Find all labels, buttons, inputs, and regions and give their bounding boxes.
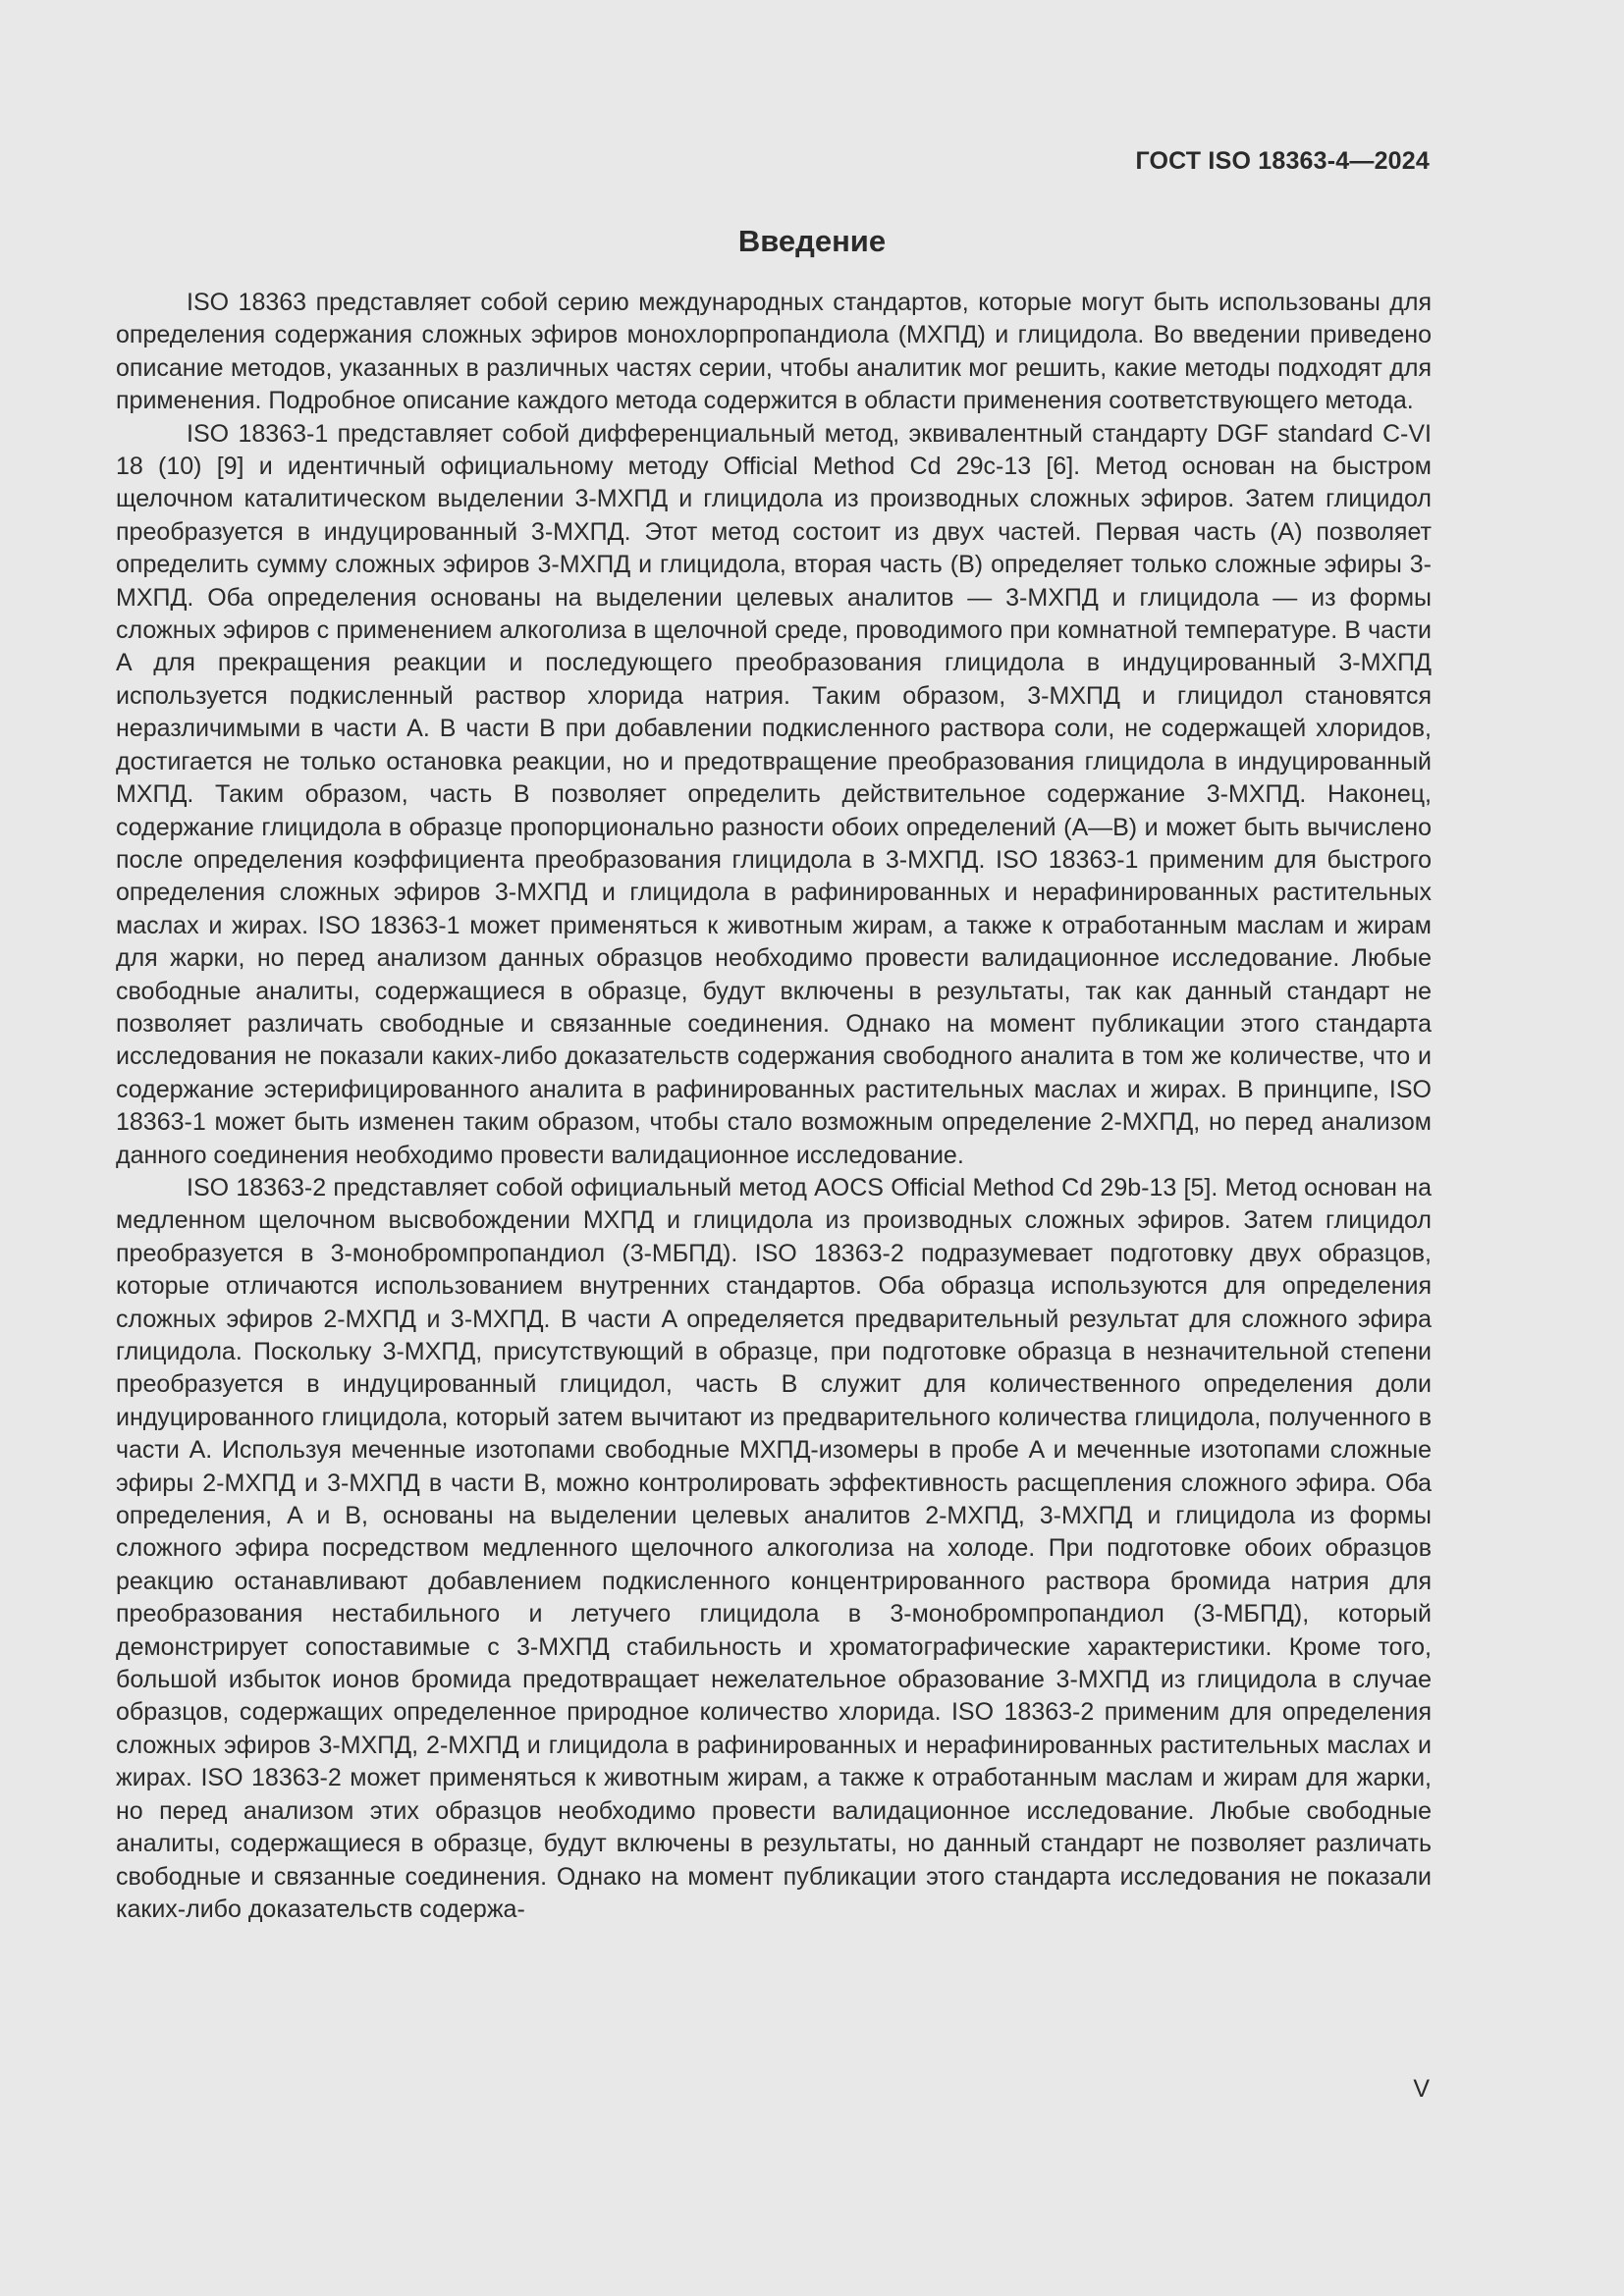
body-text: [116, 287, 1432, 1926]
section-title: Введение: [737, 224, 887, 258]
paragraph-part-2: ISO 18363-2 представляет собой официальный метод AOCS Official Method Cd 29b-13 [5]. Метод основан на медленном щелочном высвобождении МХПД и глицидола из производных сложных эфиров. Затем глицидол преобразуется в 3-монобромпропандиол (3-МБПД). ISO 18363-2 подразумевает подготовку двух образцов, которые отличаются использованием внутренних стандартов. Оба образца используются для определения сложных эфиров 2-МХПД и 3-МХПД. В части A определяется предварительный результат для сложного эфира глицидола. Поскольку 3-МХПД, присутствующий в образце, при подготовке образца в незначительной степени преобразуется в индуцированный глицидол, часть B служит для количественного определения доли индуцированного глицидола, который затем вычитают из предварительного количества глицидола, полученного в части A. Используя меченные изотопами свободные МХПД-изомеры в пробе A и меченные изотопами сложные эфиры 2-МХПД и 3-МХПД в части B, можно контролировать эффективность расщепления сложного эфира. Оба определения, A и B, основаны на выделении целевых аналитов 2-МХПД, 3-МХПД и глицидола из формы сложного эфира посредством медленного щелочного алкоголиза на холоде. При подготовке обоих образцов реакцию останавливают добавлением подкисленного концентрированного раствора бромида натрия для преобразования нестабильного и летучего глицидола в 3-монобромпропандиол (3-МБПД), который демонстрирует сопоставимые с 3-МХПД стабильность и хроматографические характеристики. Кроме того, большой избыток ионов бромида предотвращает нежелательное образование 3-МХПД из глицидола в случае образцов, содержащих определенное природное количество хлорида. ISO 18363-2 применим для определения сложных эфиров 3-МХПД, 2-МХПД и глицидола в рафинированных и нерафинированных растительных маслах и жирах. ISO 18363-2 может применяться к животным жирам, а также к отработанным маслам и жирам для жарки, но перед анализом этих образцов необходимо провести валидационное исследование. Любые свободные аналиты, содержащиеся в образце, будут включены в результаты, но данный стандарт не позволяет различать свободные и связанные соединения. Однако на момент публикации этого стандарта исследования не показали каких-либо доказательств содержа-: [116, 1173, 1432, 1923]
paragraph-intro: ISO 18363 представляет собой серию международных стандартов, которые могут быть использованы для определения содержания сложных эфиров монохлорпропандиола (МХПД) и глицидола. Во введении приведено описание методов, указанных в различных частях серии, чтобы аналитик мог решить, какие методы подходят для применения. Подробное описание каждого метода содержится в области применения соответствующего метода.: [116, 289, 1432, 415]
page-number: V: [1413, 2075, 1430, 2103]
standard-code-header: ГОСТ ISO 18363-4—2024: [1135, 147, 1430, 175]
paragraph-part-1: ISO 18363-1 представляет собой дифференциальный метод, эквивалентный стандарту DGF standard C-VI 18 (10) [9] и идентичный официальному методу Official Method Cd 29c-13 [6]. Метод основан на быстром щелочном каталитическом выделении 3-МХПД и глицидола из производных сложных эфиров. Затем глицидол преобразуется в индуцированный 3-МХПД. Этот метод состоит из двух частей. Первая часть (A) позволяет определить сумму сложных эфиров 3-МХПД и глицидола, вторая часть (B) определяет только сложные эфиры 3-МХПД. Оба определения основаны на выделении целевых аналитов — 3-МХПД и глицидола — из формы сложных эфиров с применением алкоголиза в щелочной среде, проводимого при комнатной температуре. В части A для прекращения реакции и последующего преобразования глицидола в индуцированный 3-МХПД используется подкисленный раствор хлорида натрия. Таким образом, 3-МХПД и глицидол становятся неразличимыми в части A. В части B при добавлении подкисленного раствора соли, не содержащей хлоридов, достигается не только остановка реакции, но и предотвращение преобразования глицидола в индуцированный МХПД. Таким образом, часть B позволяет определить действительное содержание 3-МХПД. Наконец, содержание глицидола в образце пропорционально разности обоих определений (A—B) и может быть вычислено после определения коэффициента преобразования глицидола в 3-МХПД. ISO 18363-1 применим для быстрого определения сложных эфиров 3-МХПД и глицидола в рафинированных и нерафинированных растительных маслах и жирах. ISO 18363-1 может применяться к животным жирам, а также к отработанным маслам и жирам для жарки, но перед анализом данных образцов необходимо провести валидационное исследование. Любые свободные аналиты, содержащиеся в образце, будут включены в результаты, так как данный стандарт не позволяет различать свободные и связанные соединения. Однако на момент публикации этого стандарта исследования не показали каких-либо доказательств содержания свободного аналита в том же количестве, что и содержание эстерифицированного аналита в рафинированных растительных маслах и жирах. В принципе, ISO 18363-1 может быть изменен таким образом, чтобы стало возможным определение 2-МХПД, но перед анализом данного соединения необходимо провести валидационное исследование.: [116, 419, 1432, 1169]
